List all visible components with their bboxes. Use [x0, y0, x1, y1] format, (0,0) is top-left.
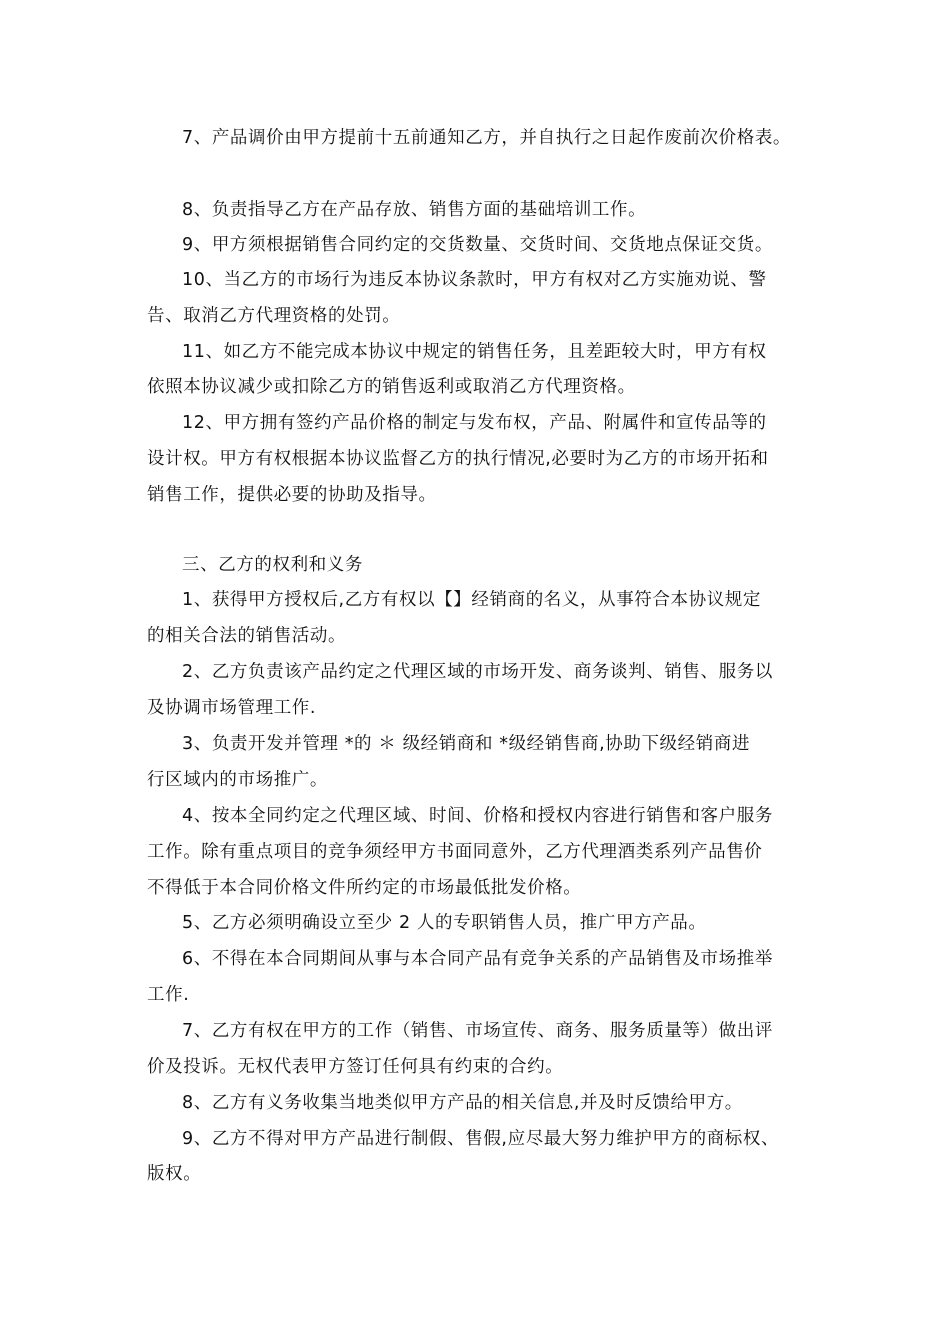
section-heading: 三、乙方的权利和义务	[182, 555, 363, 575]
text-line: 不得低于本合同价格文件所约定的市场最低批发价格。	[147, 878, 582, 898]
text-line: 及协调市场管理工作.	[147, 698, 317, 718]
text-line: 4、按本全同约定之代理区域、时间、价格和授权内容进行销售和客户服务	[182, 806, 773, 826]
text-line: 的相关合法的销售活动。	[147, 626, 347, 646]
text-line: 销售工作，提供必要的协助及指导。	[147, 485, 437, 505]
text-line: 告、取消乙方代理资格的处罚。	[147, 306, 401, 326]
text-line: 8、乙方有义务收集当地类似甲方产品的相关信息,并及时反馈给甲方。	[182, 1093, 743, 1113]
text-line: 8、负责指导乙方在产品存放、销售方面的基础培训工作。	[182, 200, 647, 220]
text-line: 价及投诉。无权代表甲方签订任何具有约束的合约。	[147, 1057, 564, 1077]
text-line: 行区域内的市场推广。	[147, 770, 328, 790]
text-line: 11、如乙方不能完成本协议中规定的销售任务，且差距较大时，甲方有权	[182, 342, 767, 362]
text-line: 1、获得甲方授权后,乙方有权以【】经销商的名义，从事符合本协议规定	[182, 590, 761, 610]
text-line: 6、不得在本合同期间从事与本合同产品有竞争关系的产品销售及市场推举	[182, 949, 773, 969]
text-line: 3、负责开发并管理 *的 ＊ 级经销商和 *级经销售商,协助下级经销商进	[182, 734, 751, 754]
text-line: 12、甲方拥有签约产品价格的制定与发布权，产品、附属件和宣传品等的	[182, 413, 767, 433]
text-line: 9、甲方须根据销售合同约定的交货数量、交货时间、交货地点保证交货。	[182, 235, 773, 255]
text-line: 版权。	[147, 1164, 202, 1184]
text-line: 9、乙方不得对甲方产品进行制假、售假,应尽最大努力维护甲方的商标权、	[182, 1129, 780, 1149]
text-line: 工作。除有重点项目的竞争须经甲方书面同意外，乙方代理酒类系列产品售价	[147, 842, 763, 862]
text-line: 2、乙方负责该产品约定之代理区域的市场开发、商务谈判、销售、服务以	[182, 662, 773, 682]
text-line: 设计权。甲方有权根据本协议监督乙方的执行情况,必要时为乙方的市场开拓和	[147, 449, 769, 469]
text-line: 工作.	[147, 985, 190, 1005]
text-line: 5、乙方必须明确设立至少 2 人的专职销售人员，推广甲方产品。	[182, 913, 707, 933]
text-line: 7、产品调价由甲方提前十五前通知乙方，并自执行之日起作废前次价格表。	[182, 128, 792, 148]
text-line: 10、当乙方的市场行为违反本协议条款时，甲方有权对乙方实施劝说、警	[182, 270, 767, 290]
text-line: 7、乙方有权在甲方的工作（销售、市场宣传、商务、服务质量等）做出评	[182, 1021, 773, 1041]
text-line: 依照本协议减少或扣除乙方的销售返利或取消乙方代理资格。	[147, 377, 636, 397]
